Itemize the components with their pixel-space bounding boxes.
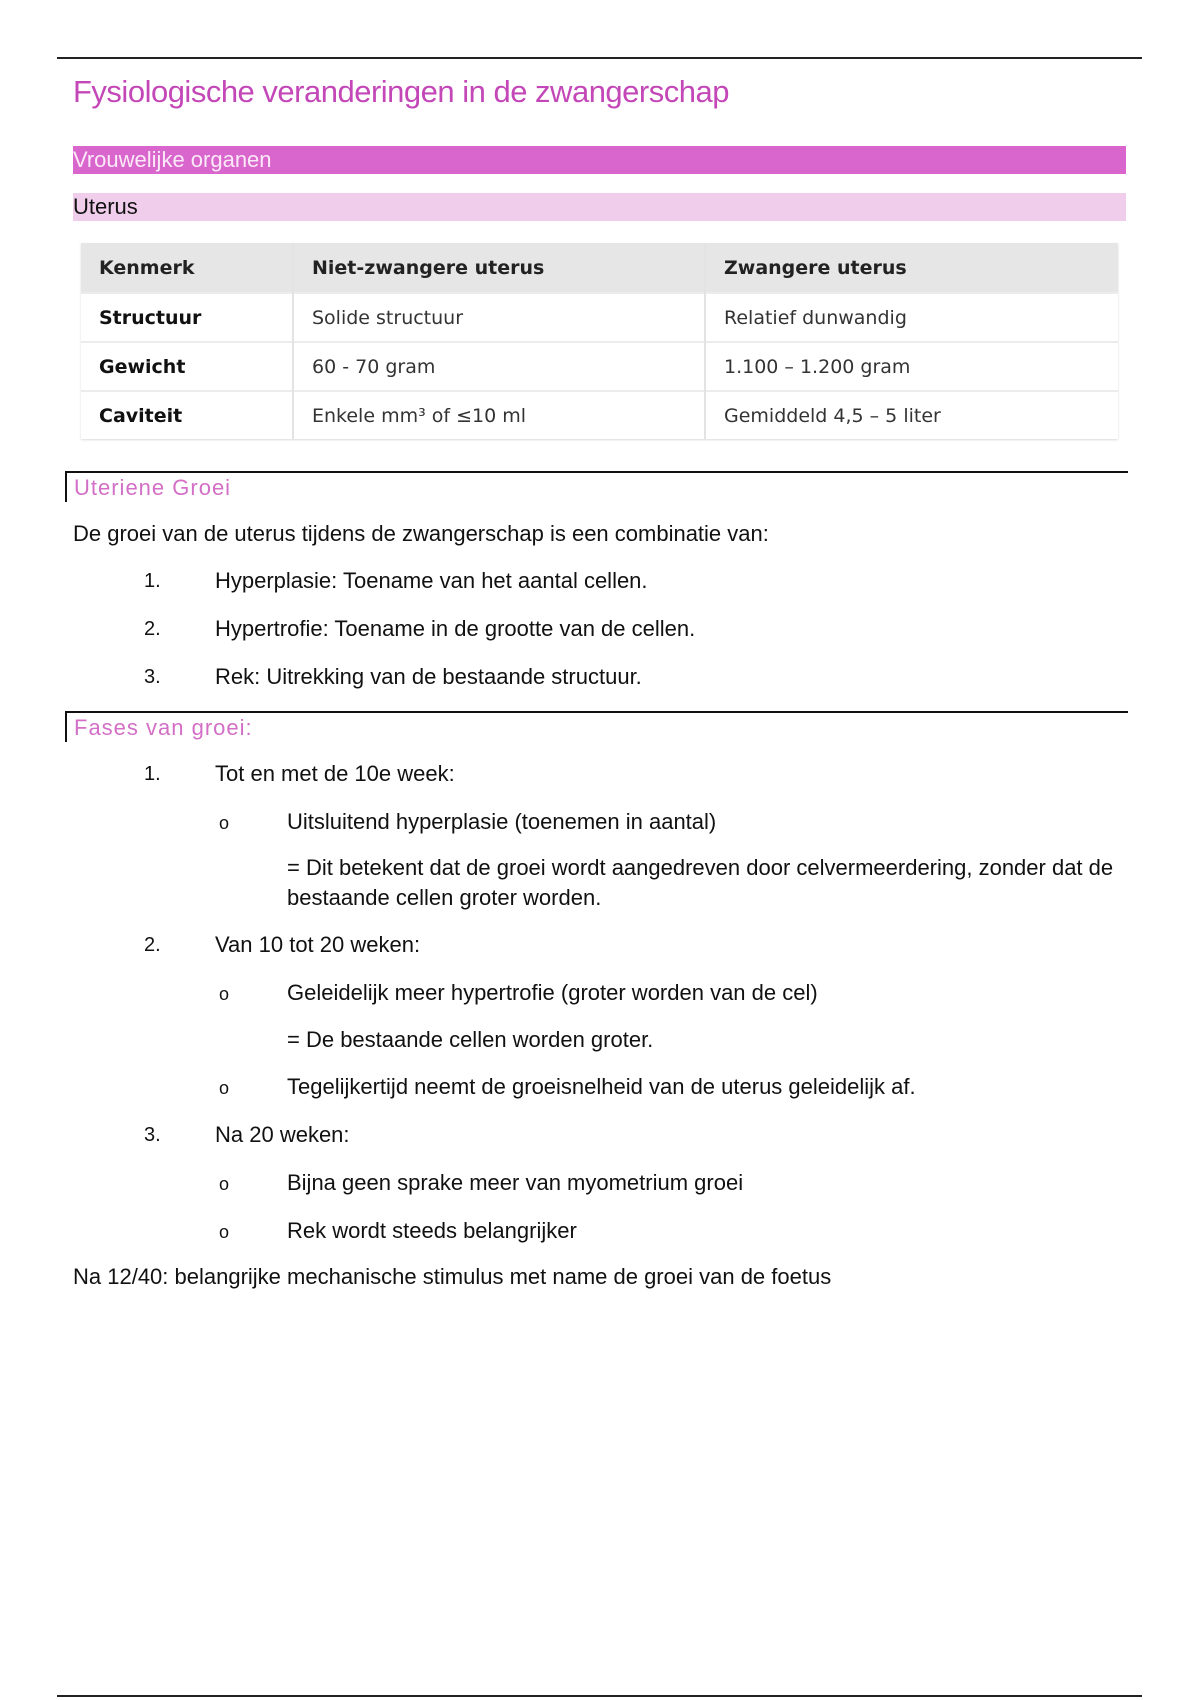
list-number: 1. — [144, 763, 161, 785]
list-number: 2. — [144, 934, 161, 956]
section-band: Vrouwelijke organen — [73, 146, 1126, 174]
table-cell: Enkele mm³ of ≤10 ml — [293, 391, 705, 439]
sub-bullet-item: Geleidelijk meer hypertrofie (groter worden van de cel) — [287, 980, 818, 1005]
explanation-note: = Dit betekent dat de groei wordt aangedreven door celvermeerdering, zonder dat de bestaande cellen groter worden. — [287, 855, 1114, 910]
sub-bullet-item: Bijna geen sprake meer van myometrium groei — [287, 1170, 744, 1195]
list-item: Rek: Uitrekking van de bestaande structuur. — [215, 664, 642, 689]
table-header: Zwangere uterus — [705, 243, 1118, 293]
bullet-marker: o — [219, 1174, 230, 1194]
table-cell: Caviteit — [81, 391, 293, 439]
table-cell: 1.100 – 1.200 gram — [705, 342, 1118, 391]
section-heading-text: Fases van groei: — [74, 715, 253, 740]
phase-item: Van 10 tot 20 weken: — [215, 932, 421, 957]
list-number: 2. — [144, 618, 161, 640]
bullet-marker: o — [219, 813, 230, 833]
list-item: Hyperplasie: Toename van het aantal cellen. — [215, 568, 648, 593]
table-cell: 60 - 70 gram — [293, 342, 705, 391]
bullet-marker: o — [219, 1078, 230, 1098]
sub-bullet-item: Tegelijkertijd neemt de groeisnelheid van de uterus geleidelijk af. — [287, 1074, 916, 1099]
intro-paragraph: De groei van de uterus tijdens de zwangerschap is een combinatie van: — [73, 521, 769, 546]
table-row — [81, 342, 1118, 391]
phase-item: Tot en met de 10e week: — [215, 761, 455, 786]
section-heading-uteriene-groei — [65, 471, 1128, 502]
sub-bullet-item: Rek wordt steeds belangrijker — [287, 1218, 577, 1243]
table-cell: Relatief dunwandig — [705, 293, 1118, 342]
closing-paragraph: Na 12/40: belangrijke mechanische stimulus met name de groei van de foetus — [73, 1264, 832, 1289]
table-header: Niet-zwangere uterus — [293, 243, 705, 293]
section-heading-fases — [65, 711, 1128, 742]
bullet-marker: o — [219, 1222, 230, 1242]
explanation-note: = De bestaande cellen worden groter. — [287, 1027, 654, 1052]
table-cell: Gemiddeld 4,5 – 5 liter — [705, 391, 1118, 439]
table-row — [81, 391, 1118, 439]
list-number: 3. — [144, 666, 161, 688]
list-number: 3. — [144, 1124, 161, 1146]
table-header-row — [81, 243, 1118, 293]
bottom-rule — [57, 1695, 1142, 1697]
sub-bullet-item: Uitsluitend hyperplasie (toenemen in aantal) — [287, 809, 717, 834]
page-title: Fysiologische veranderingen in de zwangerschap — [73, 74, 729, 109]
table-row — [81, 293, 1118, 342]
phase-item: Na 20 weken: — [215, 1122, 350, 1147]
table-cell: Solide structuur — [293, 293, 705, 342]
subsection-band: Uterus — [73, 193, 1126, 221]
table-cell: Structuur — [81, 293, 293, 342]
bullet-marker: o — [219, 984, 230, 1004]
table-cell: Gewicht — [81, 342, 293, 391]
list-number: 1. — [144, 570, 161, 592]
top-rule — [57, 57, 1142, 59]
section-heading-text: Uteriene Groei — [74, 475, 232, 500]
uterus-table — [81, 243, 1118, 439]
list-item: Hypertrofie: Toename in de grootte van de cellen. — [215, 616, 696, 641]
table-header: Kenmerk — [81, 243, 293, 293]
